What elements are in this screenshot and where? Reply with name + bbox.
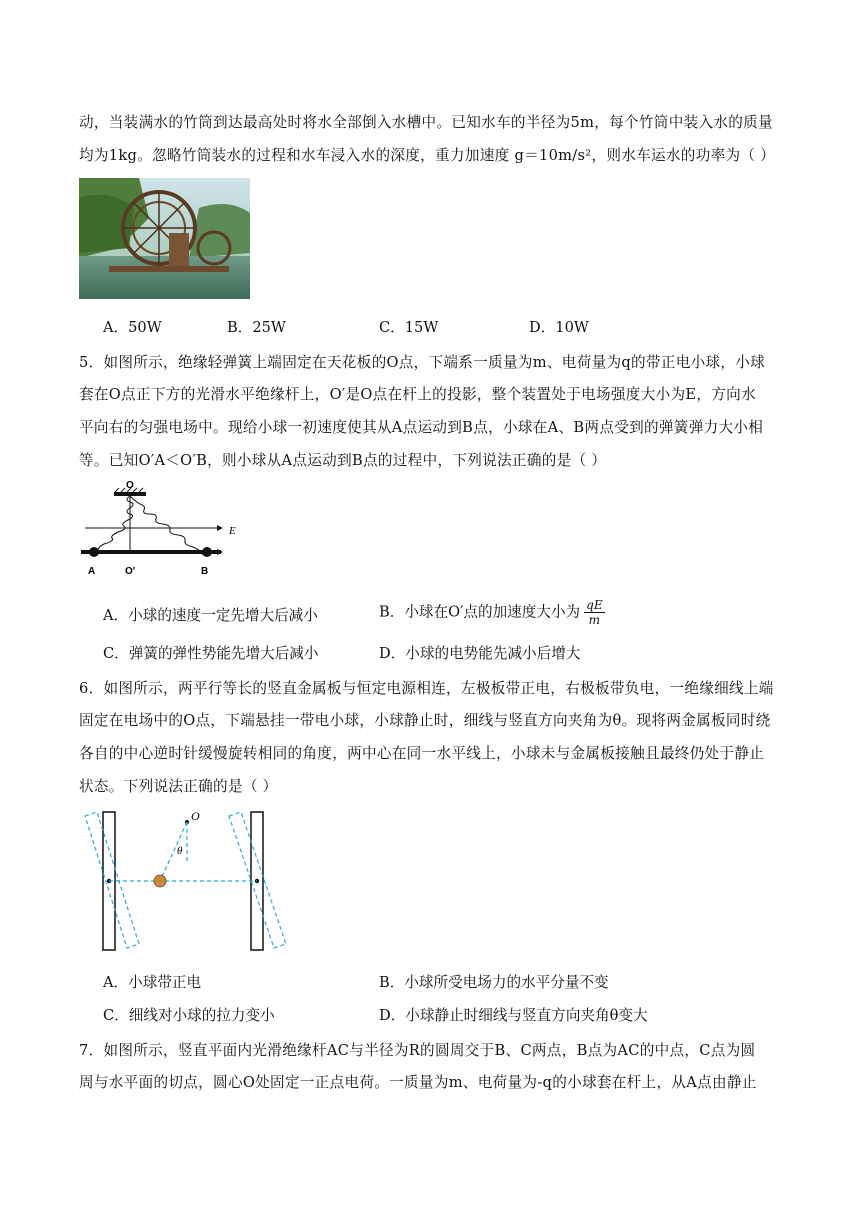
q7-line2: 周与水平面的切点，圆心O处固定一正点电荷。一质量为m、电荷量为-q的小球套在杆上，从A点由静止	[79, 1074, 757, 1091]
q5-label-o: O	[126, 480, 134, 491]
q6-option-a: A．小球带正电	[103, 974, 202, 991]
q5-option-b	[379, 598, 605, 627]
q5-option-b-text: B．小球在O′点的加速度大小为	[379, 603, 581, 621]
q6-line2: 固定在电场中的O点，下端悬挂一带电小球，小球静止时，细线与竖直方向夹角为θ。现将两金属板同时绕	[79, 712, 771, 729]
q6-option-d: D．小球静止时细线与竖直方向夹角θ变大	[379, 1007, 648, 1024]
q5-line2: 套在O点正下方的光滑水平绝缘杆上，O′是O点在杆上的投影，整个装置处于电场强度大小为E，方向水	[79, 386, 756, 403]
q6-label-o: O	[191, 809, 200, 823]
q6-option-b: B．小球所受电场力的水平分量不变	[379, 974, 609, 991]
q5-spring-figure	[79, 480, 244, 585]
q5-option-c: C．弹簧的弹性势能先增大后减小	[103, 645, 319, 662]
q5-line1: 5．如图所示，绝缘轻弹簧上端固定在天花板的O点，下端系一质量为m、电荷量为q的带正电小球，小球	[79, 354, 766, 371]
q5-fraction-denominator: m	[588, 613, 601, 627]
q4-option-d: D．10W	[529, 319, 589, 336]
q5-option-b-fraction	[584, 598, 604, 627]
q4-line2: 均为1kg。忽略竹筒装水的过程和水车浸入水的深度，重力加速度 g＝10m/s²，则水车运水的功率为（ ）	[79, 147, 776, 164]
q6-plates-figure	[79, 806, 294, 956]
q5-option-a: A．小球的速度一定先增大后减小	[103, 607, 318, 624]
q5-line4: 等。已知O′A＜O′B，则小球从A点运动到B点的过程中，下列说法正确的是（ ）	[79, 452, 607, 469]
q5-label-oprime: O′	[125, 566, 136, 577]
q6-option-c: C．细线对小球的拉力变小	[103, 1007, 275, 1024]
q4-option-a: A．50W	[103, 319, 162, 336]
q6-line1: 6．如图所示，两平行等长的竖直金属板与恒定电源相连，左极板带正电，右极板带负电，一绝缘细线上端	[79, 680, 774, 697]
q5-label-a: A	[88, 566, 96, 577]
q5-label-e: E	[229, 525, 236, 537]
q6-line3: 各自的中心逆时针缓慢旋转相同的角度，两中心在同一水平线上，小球未与金属板接触且最终仍处于静止	[79, 745, 765, 762]
q4-line1: 动，当装满水的竹筒到达最高处时将水全部倒入水槽中。已知水车的半径为5m，每个竹筒中装入水的质量	[79, 114, 773, 131]
q7-line1: 7．如图所示，竖直平面内光滑绝缘杆AC与半径为R的圆周交于B、C两点，B点为AC的中点，C点为圆	[79, 1042, 756, 1059]
q5-line3: 平向右的匀强电场中。现给小球一初速度使其从A点运动到B点，小球在A、B两点受到的弹簧弹力大小相	[79, 419, 764, 436]
q5-fraction-numerator: qE	[586, 598, 603, 612]
q4-option-c: C．15W	[379, 319, 439, 336]
q6-line4: 状态。下列说法正确的是（ ）	[79, 778, 278, 795]
waterwheel-photo	[79, 178, 250, 299]
q4-option-b: B．25W	[227, 319, 286, 336]
q5-option-d: D．小球的电势能先减小后增大	[379, 645, 581, 662]
q5-label-b: B	[201, 566, 209, 577]
q6-label-theta: θ	[177, 845, 183, 857]
